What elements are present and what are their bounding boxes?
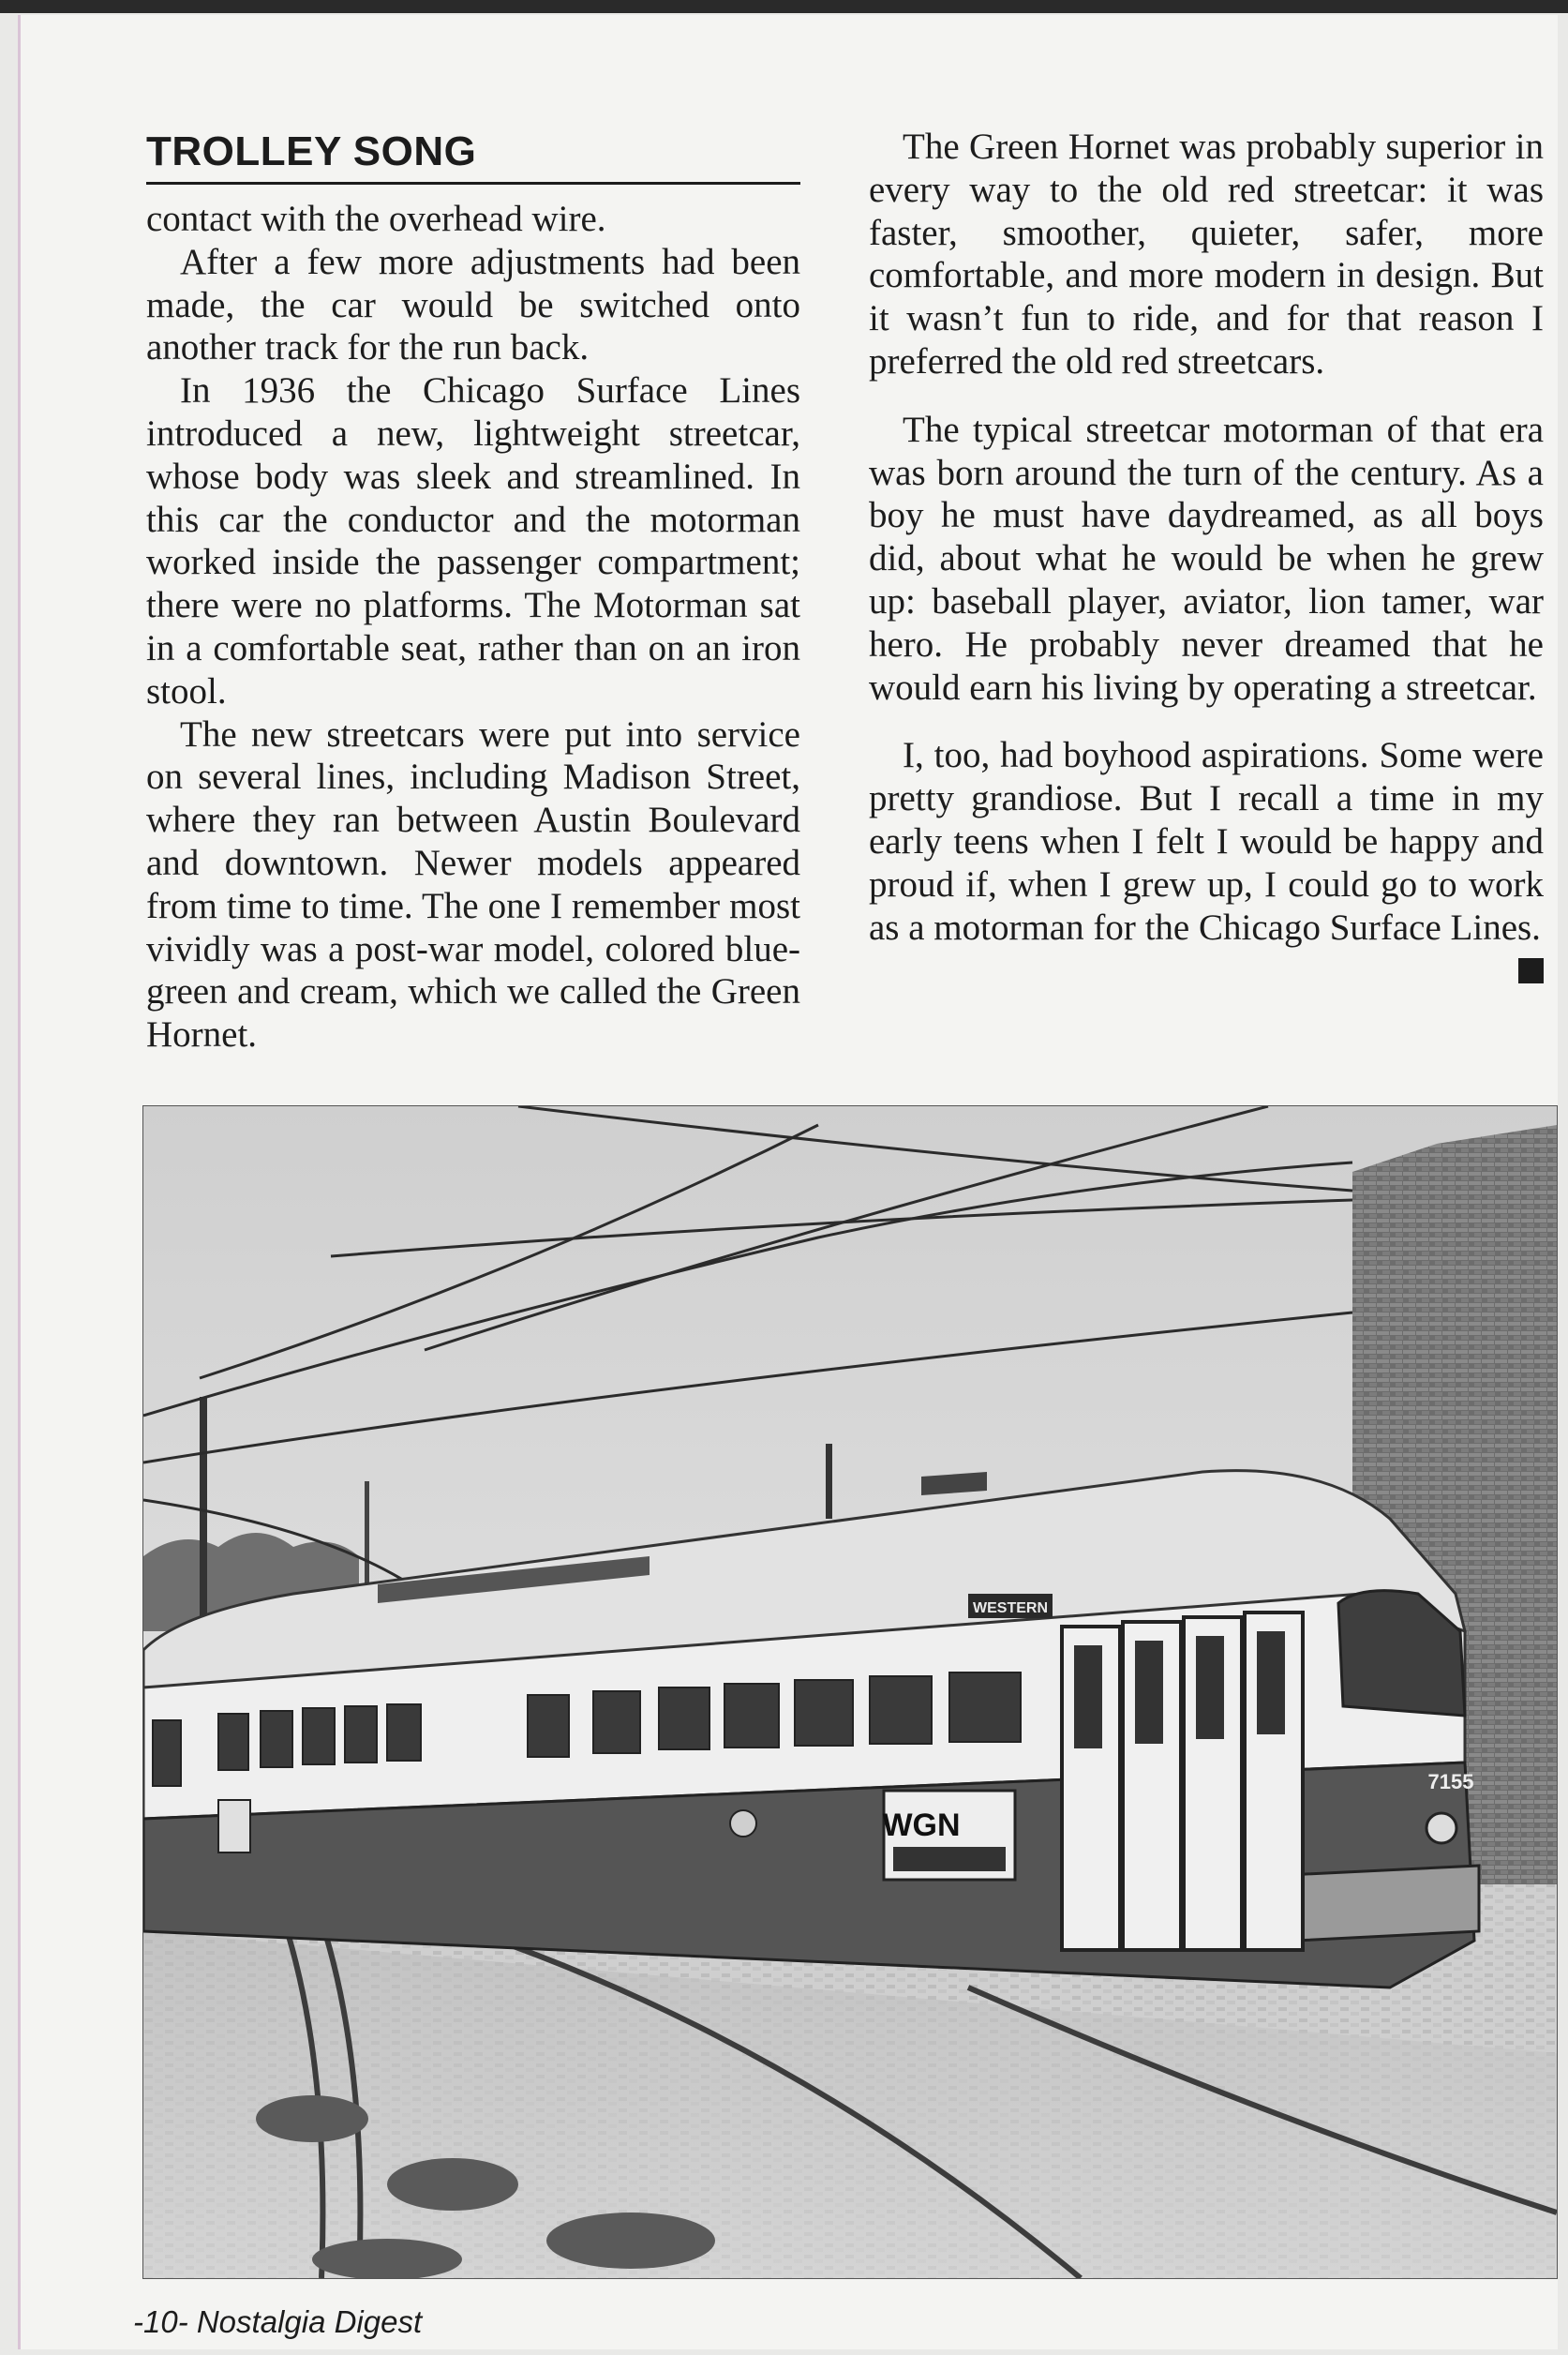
scan-edge <box>0 0 1568 13</box>
car-number: 7155 <box>1427 1770 1474 1793</box>
section-title: TROLLEY SONG <box>146 128 477 174</box>
trolley-pole <box>826 1444 832 1519</box>
left-paragraph: The new streetcars were put into service on several lines, including Madison Street, where they ran between Austin Boulevard and downtown. Newer models appeared from time to time. The one I remember most vividly was a post-war model, colored blue-green and cream, which we called the Green Hornet. <box>146 713 800 1056</box>
utility-pole <box>200 1397 207 1650</box>
right-paragraph-final <box>869 734 1544 949</box>
title-rule <box>146 182 800 185</box>
destination-sign: WESTERN <box>973 1600 1048 1616</box>
right-paragraph: The typical streetcar motorman of that era was born around the turn of the century. As a boy he must have daydreamed, as all boys did, about what he would be when he grew up: baseball player, aviator, lion tamer, war hero. He probably never dreamed that he would earn his living by operating a streetcar. <box>869 409 1544 708</box>
right-paragraph-text: I, too, had boyhood aspirations. Some were pretty grandiose. But I recall a time in my early teens when I felt I would be happy and proud if, when I grew up, I could go to work as a motorman for the Chicago Surface Lines. <box>869 735 1544 948</box>
left-paragraph: After a few more adjustments had been made, the car would be switched onto another track for the run back. <box>146 241 800 368</box>
streetcar-photo <box>142 1105 1558 2279</box>
left-column <box>146 128 800 1057</box>
wgn-ad-text: WGN <box>882 1808 961 1843</box>
end-of-article-mark <box>1518 958 1544 983</box>
magazine-page <box>21 15 1558 2349</box>
left-paragraph: In 1936 the Chicago Surface Lines introduced a new, lightweight streetcar, whose body was sleek and streamlined. In this car the conductor and the motorman worked inside the passenger compartment; there were no platforms. The Motorman sat in a comfortable seat, rather than on an iron stool. <box>146 370 800 712</box>
left-paragraph: contact with the overhead wire. <box>146 199 606 239</box>
right-paragraph: The Green Hornet was probably superior in every way to the old red streetcar: it was faster, smoother, quieter, safer, more comfortable, and more modern in design. But it wasn’t fun to ride, and for that reason I preferred the old red streetcars. <box>869 127 1544 382</box>
right-column <box>869 126 1544 983</box>
page-folio: -10- Nostalgia Digest <box>133 2304 423 2339</box>
